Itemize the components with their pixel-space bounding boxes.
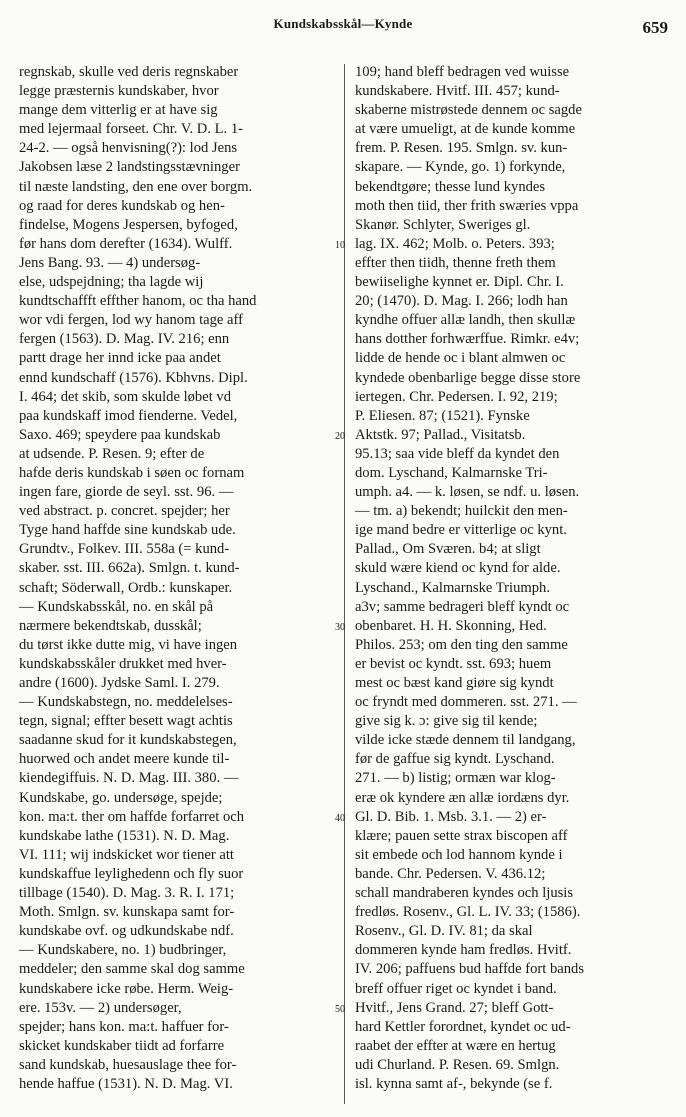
text-line: Lyschand., Kalmarnske Triumph. — [355, 579, 550, 596]
text-line: ennd kundschaff (1576). Kbhvns. Dipl. — [19, 369, 248, 386]
text-line: tegn, signal; effter besett wagt achtis — [19, 713, 233, 730]
text-line: — Kundskabstegn, no. meddelelses- — [19, 694, 233, 711]
line-number-marker: 10 — [335, 239, 345, 251]
text-line: give sig k. ɔ: give sig til kende; — [355, 713, 538, 730]
text-line: iertegen. Chr. Pedersen. I. 92, 219; — [355, 388, 558, 405]
text-line: du tørst ikke dutte mig, vi have ingen — [19, 636, 238, 653]
text-line: sit embede och lod hannom kynde i — [355, 846, 563, 863]
text-line: bekendtgøre; thesse lund kyndes — [355, 178, 546, 195]
line-number-marker: 40 — [335, 812, 345, 824]
text-line: ere. 153v. — 2) undersøger, — [19, 999, 182, 1016]
text-line: lidde de hende oc i blant almwen oc — [355, 350, 566, 367]
text-line: nærmere bekendtskab, dusskål; — [19, 617, 202, 634]
text-line: Hvitf., Jens Grand. 27; bleff Gott- — [355, 999, 554, 1016]
left-column — [19, 63, 334, 1094]
text-line: kyndhe offuer allæ landh, then skullæ — [355, 312, 576, 329]
text-line: Kundskabe, go. undersøge, spejde; — [19, 789, 223, 806]
text-line: — tm. a) bekendt; huilckit den men- — [355, 503, 568, 520]
text-line: 20; (1470). D. Mag. I. 266; lodh han — [355, 293, 568, 310]
text-line: — Kundskabere, no. 1) budbringer, — [19, 942, 227, 959]
text-line: at være umueligt, at de kunde komme — [355, 121, 576, 138]
text-line: VI. 111; wij indskicket wor tiener att — [19, 846, 234, 863]
text-line: schall mandraberen kyndes och ljusis — [355, 885, 574, 902]
text-line: før hans dom derefter (1634). Wulff. — [19, 235, 233, 252]
text-line: kiendegiffuis. N. D. Mag. III. 380. — — [19, 770, 239, 787]
text-line: eræ ok kyndere æn allæ iordæns dyr. — [355, 789, 570, 806]
text-line: hans dotther forhwærffue. Rimkr. e4v; — [355, 331, 580, 348]
text-line: ved abstract. p. concret. spejder; her — [19, 503, 230, 520]
line-number-marker: 20 — [335, 430, 345, 442]
text-line: skuld wære kiend oc kynd for alde. — [355, 560, 561, 577]
text-line: kundskabere. Hvitf. III. 457; kund- — [355, 83, 560, 100]
text-line: kundskabe lathe (1531). N. D. Mag. — [19, 827, 230, 844]
text-line: 95.13; saa vide bleff da kyndet den — [355, 445, 560, 462]
text-line: kundskabere icke røbe. Herm. Weig- — [19, 980, 234, 997]
running-head: Kundskabsskål—Kynde — [273, 16, 413, 31]
text-line: IV. 206; paffuens bud haffde fort bands — [355, 961, 584, 978]
text-line: umph. a4. — k. løsen, se ndf. u. løsen. — [355, 484, 580, 501]
text-line: oc fryndt med dommeren. sst. 271. — — [355, 694, 577, 711]
text-line: fredløs. Rosenv., Gl. L. IV. 33; (1586). — [355, 904, 581, 921]
text-line: fergen (1563). D. Mag. IV. 216; enn — [19, 331, 230, 348]
text-line: Aktstk. 97; Pallad., Visitatsb. — [355, 426, 526, 443]
text-line: og raad for deres kundskab og hen- — [19, 197, 225, 214]
text-line: dom. Lyschand, Kalmarnske Tri- — [355, 464, 548, 481]
text-line: moth then tiid, ther frith swæries vppa — [355, 197, 579, 214]
text-line: Jakobsen læse 2 landstingsstævninger — [19, 159, 240, 176]
text-line: 24-2. — også henvisning(?): lod Jens — [19, 140, 238, 157]
text-line: vilde icke stæde dennem til landgang, — [355, 732, 576, 749]
text-line: Philos. 253; om den ting den samme — [355, 636, 568, 653]
text-line: er bevist oc kyndt. sst. 693; huem — [355, 655, 552, 672]
text-line: kyndede obenbarlige begge disse store — [355, 369, 581, 386]
right-column — [355, 63, 670, 1094]
text-line: andre (1600). Jydske Saml. I. 279. — [19, 675, 220, 691]
text-line: paa kundskaff imod fienderne. Vedel, — [19, 407, 238, 424]
text-line: ingen fare, giorde de seyl. sst. 96. — — [19, 484, 234, 501]
text-line: skicket kundskaber tiidt ad forfarre — [19, 1037, 225, 1054]
line-number-marker: 30 — [335, 621, 345, 633]
text-line: hende haffue (1531). N. D. Mag. VI. — [19, 1075, 233, 1092]
text-line: med lejermaal forseet. Chr. V. D. L. 1- — [19, 121, 243, 138]
text-line: Pallad., Om Sværen. b4; at sligt — [355, 541, 541, 558]
text-line: Tyge hand haffde sine kundskab ude. — [19, 522, 236, 539]
text-line: udi Churland. P. Resen. 69. Smlgn. — [355, 1056, 560, 1073]
text-line: Jens Bang. 93. — 4) undersøg- — [19, 254, 201, 271]
text-line: at udsende. P. Resen. 9; efter de — [19, 445, 205, 462]
text-line: dommeren kynde ham fredløs. Hvitf. — [355, 942, 572, 959]
text-line: kundtschaffft effther hanom, oc tha hand — [19, 293, 257, 310]
text-line: kundskaffue leylighedenn och fly suor — [19, 865, 244, 882]
text-line: legge præsternis kundskaber, hvor — [19, 83, 219, 100]
text-line: Grundtv., Folkev. III. 558a (= kund- — [19, 541, 230, 558]
text-line: findelse, Mogens Jespersen, byfoged, — [19, 216, 238, 233]
text-line: spejder; hans kon. ma:t. haffuer for- — [19, 1018, 229, 1035]
text-line: skaber. sst. III. 662a). Smlgn. t. kund- — [19, 560, 240, 577]
text-line: Gl. D. Bib. 1. Msb. 3.1. — 2) er- — [355, 808, 547, 825]
text-line: wor vdi fergen, lod wy hanom tage aff — [19, 312, 243, 329]
text-line: før de gaffue sig kyndt. Lyschand. — [355, 751, 555, 768]
text-line: frem. P. Resen. 195. Smlgn. sv. kun- — [355, 140, 568, 157]
text-line: raabet der effter at wære en hertug — [355, 1037, 556, 1054]
text-line: Rosenv., Gl. D. IV. 81; da skal — [355, 923, 533, 940]
text-line: kundskabe ovf. og udkundskabe ndf. — [19, 923, 234, 940]
text-line: ige mand bedre er vitterlige oc kynt. — [355, 522, 567, 539]
page-header — [0, 16, 686, 38]
text-line: Saxo. 469; speydere paa kundskab — [19, 426, 221, 443]
text-line: Skanør. Schlyter, Sweriges gl. — [355, 216, 531, 233]
text-line: isl. kynna samt af-, bekynde (se f. — [355, 1075, 553, 1092]
text-line: obenbaret. H. H. Skonning, Hed. — [355, 617, 547, 634]
text-line: else, udspejdning; tha lagde wij — [19, 274, 204, 291]
text-line: lag. IX. 462; Molb. o. Peters. 393; — [355, 235, 555, 252]
text-line: tillbage (1540). D. Mag. 3. R. I. 171; — [19, 885, 235, 902]
text-line: skapare. — Kynde, go. 1) forkynde, — [355, 159, 566, 176]
text-line: hard Kettler forordnet, kyndet oc ud- — [355, 1018, 571, 1035]
text-line: 271. — b) listig; ormæn war klog- — [355, 770, 556, 787]
column-divider — [344, 64, 345, 1104]
text-line: 109; hand bleff bedragen ved wuisse — [355, 64, 570, 80]
text-line: Moth. Smlgn. sv. kunskapa samt for- — [19, 904, 235, 921]
text-line: regnskab, skulle ved deris regnskaber — [19, 64, 239, 80]
text-line: meddeler; den samme skal dog samme — [19, 961, 245, 978]
text-line: mange dem vitterlig er at have sig — [19, 102, 218, 119]
text-line: til næste landsting, den ene over borgm. — [19, 178, 253, 195]
text-line: huorwed och andet meere kunde til- — [19, 751, 230, 768]
text-line: sand kundskab, huesauslage thee for- — [19, 1056, 237, 1073]
text-line: hafde deris kundskab i søen oc fornam — [19, 464, 245, 481]
text-line: bande. Chr. Pedersen. V. 436.12; — [355, 865, 546, 882]
text-line: kundskabsskåler drukket med hver- — [19, 655, 227, 672]
text-line: effter then tiidh, thenne freth them — [355, 254, 556, 271]
text-line: partt drage her innd icke paa andet — [19, 350, 221, 367]
text-line: I. 464; det skib, som skulde løbet vd — [19, 388, 232, 405]
text-line: saadanne skud for it kundskabstegen, — [19, 732, 237, 749]
text-line: bewiiselighe kynnet er. Dipl. Chr. I. — [355, 274, 564, 291]
text-line: P. Eliesen. 87; (1521). Fynske — [355, 407, 530, 424]
text-line: mest oc bæst kand giøre sig kyndt — [355, 675, 554, 691]
text-line: a3v; samme bedrageri bleff kyndt oc — [355, 598, 570, 615]
text-line: kon. ma:t. ther om haffde forfarret och — [19, 808, 245, 825]
text-line: skaberne mistrøstede dennem oc sagde — [355, 102, 582, 119]
text-line: — Kundskabsskål, no. en skål på — [19, 598, 214, 615]
text-line: klære; pauen sette strax biscopen aff — [355, 827, 568, 844]
page-number: 659 — [642, 18, 668, 37]
text-line: breff offuer riget oc kyndet i band. — [355, 980, 557, 997]
text-line: schaft; Söderwall, Ordb.: kunskaper. — [19, 579, 233, 596]
line-number-marker: 50 — [335, 1003, 345, 1015]
